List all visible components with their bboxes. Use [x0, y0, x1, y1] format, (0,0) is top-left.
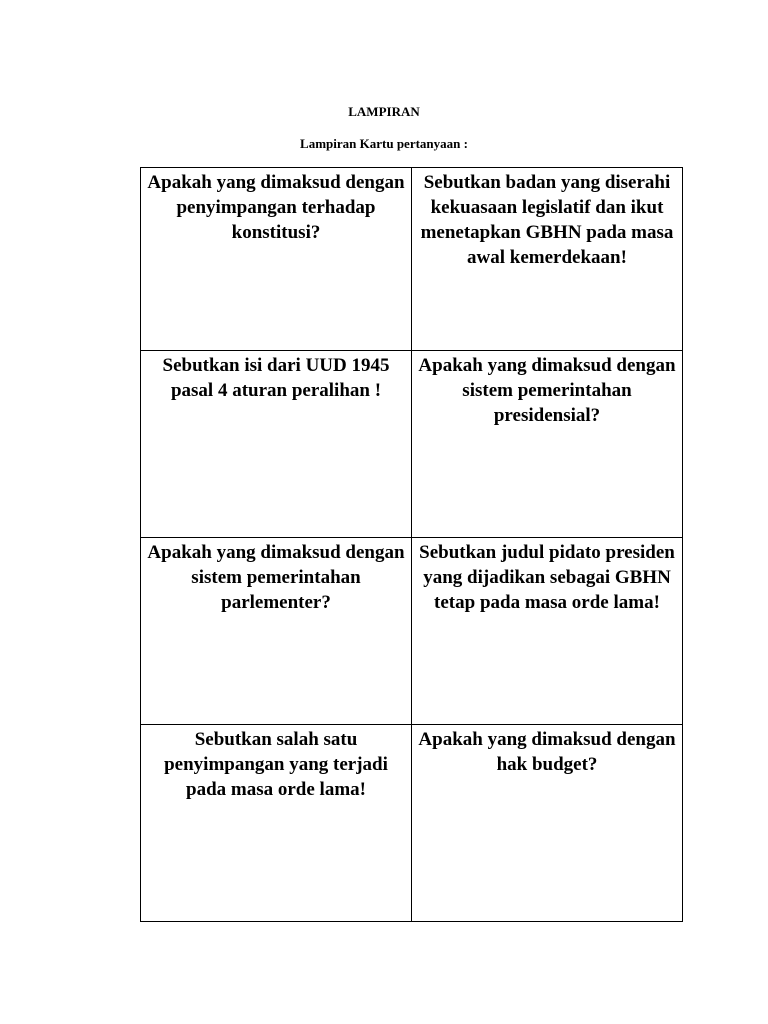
- table-row: [141, 725, 683, 922]
- page-subtitle: Lampiran Kartu pertanyaan :: [300, 136, 468, 151]
- question-card-8: Apakah yang dimaksud dengan hak budget?: [412, 725, 683, 922]
- table-row: [141, 351, 683, 538]
- table-row: [141, 538, 683, 725]
- question-card-5: Apakah yang dimaksud dengan sistem pemerintahan parlementer?: [141, 538, 412, 725]
- question-card-3: Sebutkan isi dari UUD 1945 pasal 4 aturan peralihan !: [141, 351, 412, 538]
- question-card-2: Sebutkan badan yang diserahi kekuasaan legislatif dan ikut menetapkan GBHN pada masa awal kemerdekaan!: [412, 168, 683, 351]
- question-card-table: [140, 167, 683, 922]
- question-card-1: Apakah yang dimaksud dengan penyimpangan terhadap konstitusi?: [141, 168, 412, 351]
- page-title: LAMPIRAN: [348, 104, 420, 119]
- question-card-4: Apakah yang dimaksud dengan sistem pemerintahan presidensial?: [412, 351, 683, 538]
- question-card-7: Sebutkan salah satu penyimpangan yang terjadi pada masa orde lama!: [141, 725, 412, 922]
- question-card-6: Sebutkan judul pidato presiden yang dijadikan sebagai GBHN tetap pada masa orde lama!: [412, 538, 683, 725]
- table-row: [141, 168, 683, 351]
